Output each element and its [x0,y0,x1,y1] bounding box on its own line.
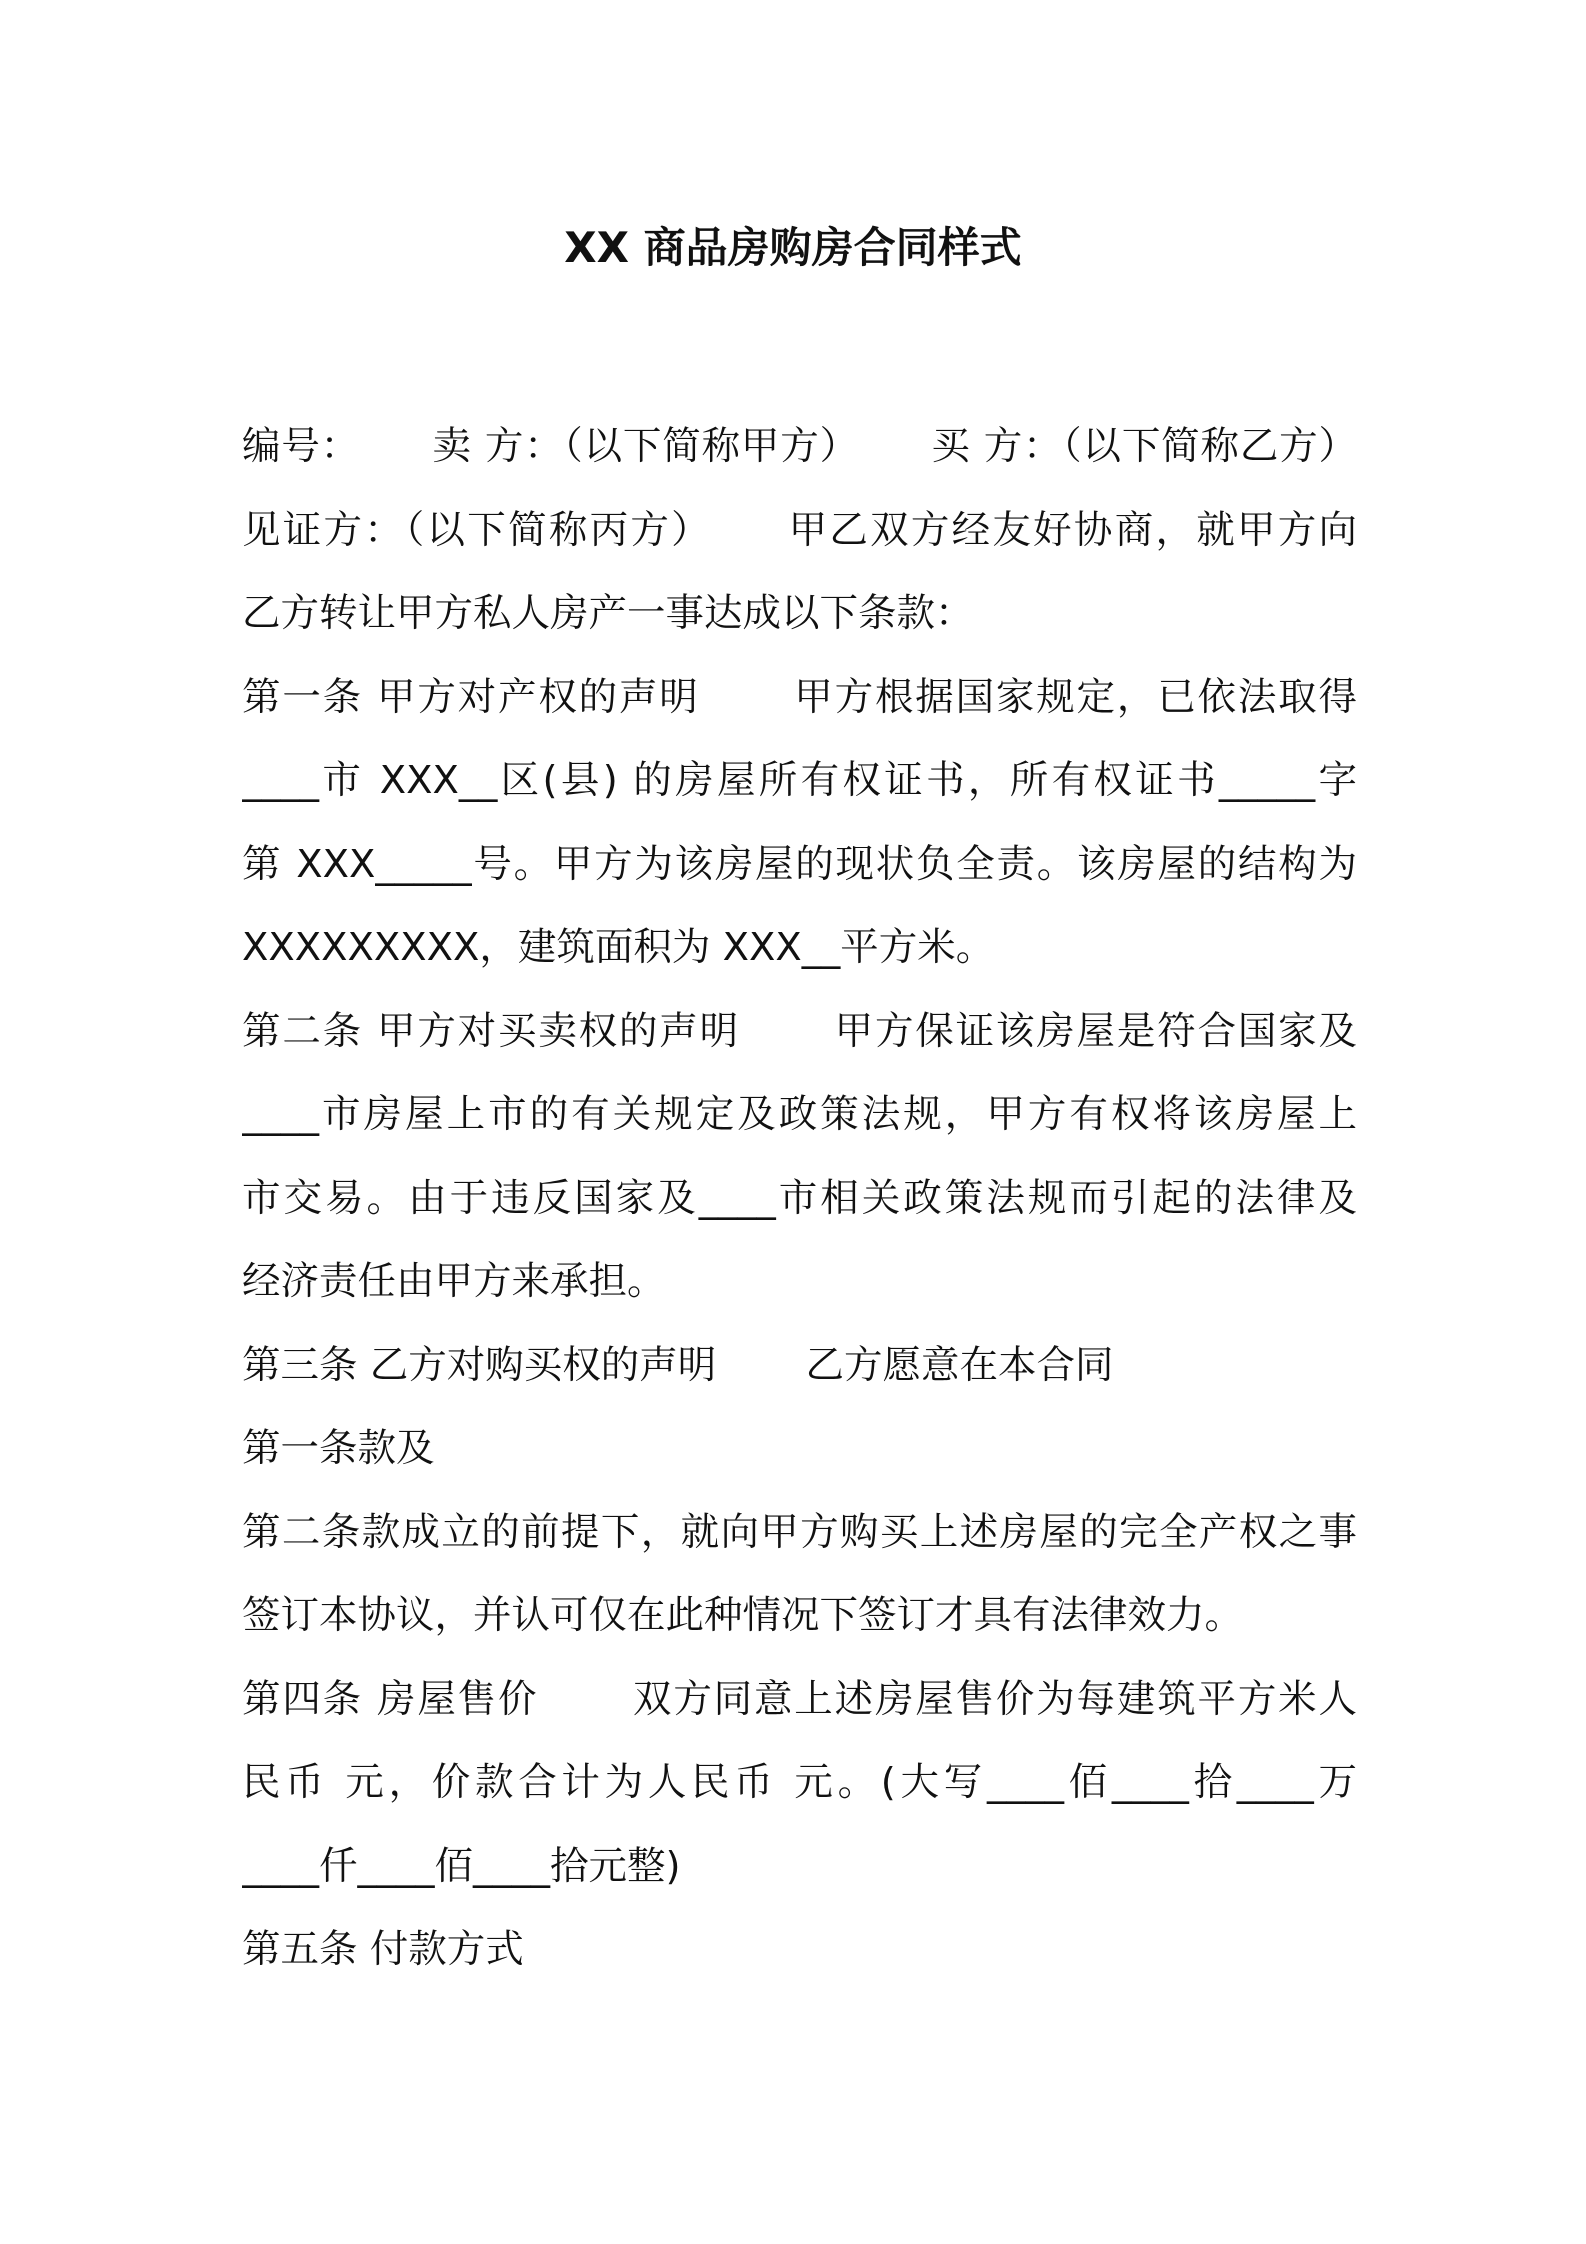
contract-line: 市交易。由于违反国家及____市相关政策法规而引起的法律及 [242,1175,1357,1221]
contract-line: XXXXXXXXX，建筑面积为 XXX__平方米。 [242,925,995,970]
contract-line: 经济责任由甲方来承担。 [242,1259,666,1304]
contract-line: 见证方：（以下简称丙方） 甲乙双方经友好协商，就甲方向 [242,507,1357,553]
contract-line: 民币 元，价款合计为人民币 元。(大写____佰____拾____万 [242,1760,1357,1805]
contract-line: ____仟____佰____拾元整) [242,1843,681,1889]
contract-line: 第四条 房屋售价 双方同意上述房屋售价为每建筑平方米人 [242,1676,1357,1722]
contract-line: 第三条 乙方对购买权的声明 乙方愿意在本合同 [242,1342,1114,1388]
contract-line: 第一条款及 [242,1426,435,1471]
contract-line: ____市 XXX__区(县) 的房屋所有权证书，所有权证书_____字 [242,758,1357,803]
contract-line: 第一条 甲方对产权的声明 甲方根据国家规定，已依法取得 [242,674,1357,720]
contract-line: 第五条 付款方式 [242,1927,524,1972]
contract-line: 第二条 甲方对买卖权的声明 甲方保证该房屋是符合国家及 [242,1008,1357,1054]
contract-line: 编号： 卖 方：（以下简称甲方） 买 方：（以下简称乙方） [242,424,1357,469]
contract-body [242,405,1357,1992]
contract-line: 第 XXX_____号。甲方为该房屋的现状负全责。该房屋的结构为 [242,841,1357,887]
contract-line: 乙方转让甲方私人房产一事达成以下条款： [242,591,974,636]
contract-line: 签订本协议，并认可仅在此种情况下签订才具有法律效力。 [242,1593,1244,1638]
document-title: XX 商品房购房合同样式 [564,223,1022,272]
contract-line: 第二条款成立的前提下，就向甲方购买上述房屋的完全产权之事 [242,1509,1357,1555]
contract-line: ____市房屋上市的有关规定及政策法规，甲方有权将该房屋上 [242,1092,1357,1137]
